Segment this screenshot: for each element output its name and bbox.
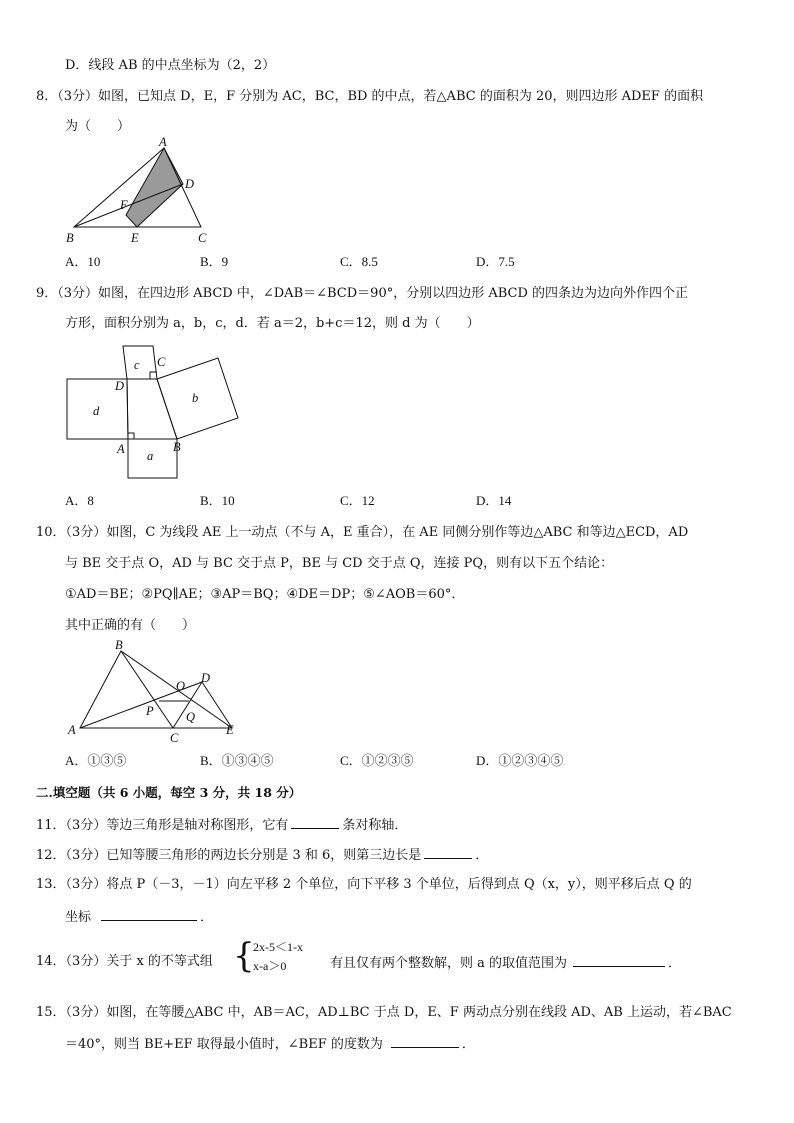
q9-label-b-vertex: B xyxy=(173,440,181,454)
q10-option-b: B．①③④⑤ xyxy=(200,753,274,768)
q9-quadrilateral-abcd xyxy=(127,379,177,439)
q10-label-q: Q xyxy=(186,710,196,724)
q13-text-end: ． xyxy=(200,910,214,925)
q14-stem: 14．（3分）关于 x 的不等式组 xyxy=(36,954,213,969)
q15-line2 xyxy=(65,1034,475,1054)
q9-option-b: B．10 xyxy=(200,493,235,508)
q10-triangle-abc xyxy=(80,651,173,728)
q9-label-area-c: c xyxy=(134,358,140,372)
q14-inequality-2: x-a＞0 xyxy=(253,959,287,973)
q7-option-d: D．线段 AB 的中点坐标为（2，2） xyxy=(65,58,276,73)
q10-option-a: A．①③⑤ xyxy=(65,753,127,768)
q9-label-area-a: a xyxy=(147,449,154,463)
q12-text-end: ． xyxy=(475,848,489,863)
q8-option-d: D．7.5 xyxy=(476,254,515,269)
q9-stem-line1: 9．（3分）如图，在四边形 ABCD 中，∠DAB＝∠BCD＝90°，分别以四边形 ABCD 的四条边为边向外作四个正 xyxy=(36,286,689,301)
q9-label-a-vertex: A xyxy=(117,442,125,456)
q11-text: 11．（3分）等边三角形是轴对称图形，它有 xyxy=(36,818,289,833)
q15-stem-line1: 15．（3分）如图，在等腰△ABC 中，AB＝AC，AD⊥BC 于点 D，E、F 两动点分别在线段 AD、AB 上运动，若∠BAC xyxy=(36,1005,732,1020)
q10-label-a: A xyxy=(68,723,76,737)
q8-stem-line1: 8．（3分）如图，已知点 D，E，F 分别为 AC，BC，BD 的中点，若△ABC 的面积为 20，则四边形 ADEF 的面积 xyxy=(36,89,704,104)
q9-stem-line2: 方形，面积分别为 a，b，c，d．若 a＝2，b+c＝12，则 d 为（ ） xyxy=(65,316,480,331)
q14-inequality-1: 2x-5＜1-x xyxy=(253,940,303,954)
q9-option-c: C．12 xyxy=(340,493,375,508)
q10-conclusions: ①AD＝BE；②PQ∥AE；③AP＝BQ；④DE＝DP；⑤∠AOB＝60°． xyxy=(65,587,465,602)
q9-square-c xyxy=(123,346,157,379)
q12-text: 12．（3分）已知等腰三角形的两边长分别是 3 和 6，则第三边长是 xyxy=(36,848,422,863)
q10-label-e: E xyxy=(226,723,234,737)
q8-option-a: A．10 xyxy=(65,254,101,269)
q8-option-b: B．9 xyxy=(200,254,229,269)
q9-label-c-vertex: C xyxy=(157,355,166,369)
q8-label-a: A xyxy=(159,135,167,149)
q8-label-c: C xyxy=(198,231,207,245)
q15-text: ＝40°，则当 BE+EF 取得最小值时，∠BEF 的度数为 xyxy=(65,1037,383,1052)
section-fill-in-title: 二.填空题（共 6 小题，每空 3 分，共 18 分） xyxy=(36,785,302,800)
q10-triangles-figure xyxy=(60,637,250,747)
q10-label-p: P xyxy=(146,704,154,718)
q10-label-o: O xyxy=(176,679,186,693)
q11-answer-blank[interactable] xyxy=(291,815,339,829)
q15-text-end: ． xyxy=(461,1037,475,1052)
q14-text: 有且仅有两个整数解，则 a 的取值范围为 xyxy=(330,956,568,971)
q11-line xyxy=(36,815,407,835)
q13-stem-line1: 13．（3分）将点 P（－3，－1）向左平移 2 个单位，向下平移 3 个单位，后得到点 Q（x，y），则平移后点 Q 的 xyxy=(36,877,692,892)
q13-text: 坐标 xyxy=(65,910,92,925)
q9-label-area-b: b xyxy=(192,391,199,405)
q9-right-angle-a xyxy=(128,433,134,439)
q8-stem-line2: 为（ ） xyxy=(65,119,131,134)
q8-option-c: C．8.5 xyxy=(340,254,378,269)
q15-answer-blank[interactable] xyxy=(391,1034,459,1048)
q8-label-d: D xyxy=(185,177,195,191)
q14-answer-blank[interactable] xyxy=(573,953,665,967)
q8-label-f: F xyxy=(120,198,128,212)
q8-label-b: B xyxy=(66,231,74,245)
q8-segment-bd xyxy=(74,184,183,227)
q9-label-d-vertex: D xyxy=(115,379,125,393)
q10-label-d: D xyxy=(201,671,211,685)
q8-triangle-figure xyxy=(60,135,220,248)
q9-option-d: D．14 xyxy=(476,493,512,508)
q10-question: 其中正确的有（ ） xyxy=(65,618,196,633)
q10-stem-line1: 10．（3分）如图，C 为线段 AE 上一动点（不与 A，E 重合），在 AE 同侧分别作等边△ABC 和等边△ECD，AD xyxy=(36,525,689,540)
q12-answer-blank[interactable] xyxy=(424,845,472,859)
q14-brace: { xyxy=(233,936,255,976)
q10-option-d: D．①②③④⑤ xyxy=(476,753,564,768)
q8-label-e: E xyxy=(131,231,139,245)
q11-text-end: 条对称轴． xyxy=(342,818,408,833)
q13-line2 xyxy=(65,907,213,927)
q9-option-a: A．8 xyxy=(65,493,94,508)
q10-label-c: C xyxy=(170,731,179,745)
q13-answer-blank[interactable] xyxy=(101,907,197,921)
q9-squares-figure xyxy=(60,340,250,485)
q9-label-area-d: d xyxy=(93,404,100,418)
q10-stem-line2: 与 BE 交于点 O，AD 与 BC 交于点 P，BE 与 CD 交于点 Q，连接 PQ，则有以下五个结论： xyxy=(65,556,614,571)
q14-line-rest xyxy=(330,953,681,973)
q12-line xyxy=(36,845,488,865)
q10-label-b: B xyxy=(115,638,123,652)
q10-option-c: C．①②③⑤ xyxy=(340,753,414,768)
q14-text-end: ． xyxy=(668,956,682,971)
